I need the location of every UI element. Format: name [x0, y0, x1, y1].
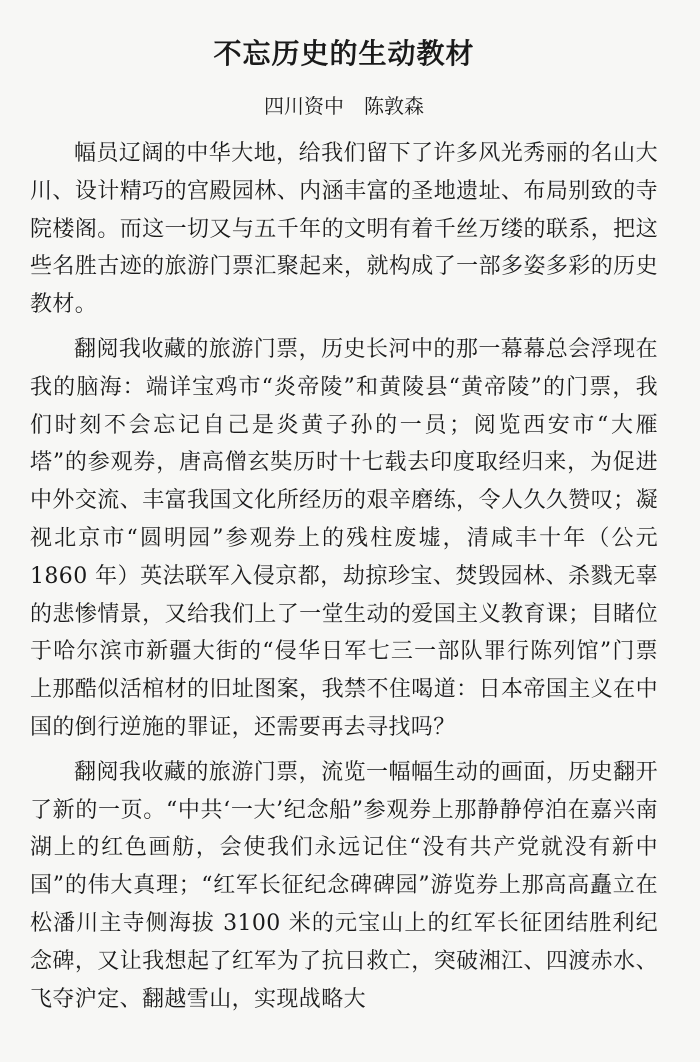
paragraph-3: 翻阅我收藏的旅游门票，流览一幅幅生动的画面，历史翻开了新的一页。“中共‘一大’纪念船”参观券上那静静停泊在嘉兴南湖上的红色画舫，会使我们永远记住“没有共产党就没有新中国”的伟大真理；“红军长征纪念碑碑园”游览券上那高高矗立在松潘川主寺侧海拔 3100 米的元宝山上的红军长征团结胜利纪念碑，又让我想起了红军为了抗日救亡，突破湘江、四渡赤水、飞夺沪定、翻越雪山，实现战略大: [30, 759, 658, 1012]
byline: [30, 91, 658, 121]
author-name: 陈敦森: [364, 94, 424, 118]
author-region: 四川资中: [264, 94, 344, 118]
article-title: 不忘历史的生动教材: [213, 37, 475, 70]
article-body: [30, 135, 658, 1018]
paragraph-2: 翻阅我收藏的旅游门票，历史长河中的那一幕幕总会浮现在我的脑海：端详宝鸡市“炎帝陵”和黄陵县“黄帝陵”的门票，我们时刻不会忘记自己是炎黄子孙的一员；阅览西安市“大雁塔”的参观券，唐高僧玄奘历时十七载去印度取经归来，为促进中外交流、丰富我国文化所经历的艰辛磨练，令人久久赞叹；凝视北京市“圆明园”参观券上的残柱废墟，清咸丰十年（公元 1860 年）英法联军入侵京都，劫掠珍宝、焚毁园林、杀戮无辜的悲惨情景，又给我们上了一堂生动的爱国主义教育课；目睹位于哈尔滨市新疆大街的“侵华日军七三一部队罪行陈列馆”门票上那酷似活棺材的旧址图案，我禁不住喝道：日本帝国主义在中国的倒行逆施的罪证，还需要再去寻找吗？: [30, 336, 658, 740]
paragraph-1: 幅员辽阔的中华大地，给我们留下了许多风光秀丽的名山大川、设计精巧的宫殿园林、内涵丰富的圣地遗址、布局别致的寺院楼阁。而这一切又与五千年的文明有着千丝万缕的联系，把这些名胜古迹的旅游门票汇聚起来，就构成了一部多姿多彩的历史教材。: [30, 141, 658, 318]
